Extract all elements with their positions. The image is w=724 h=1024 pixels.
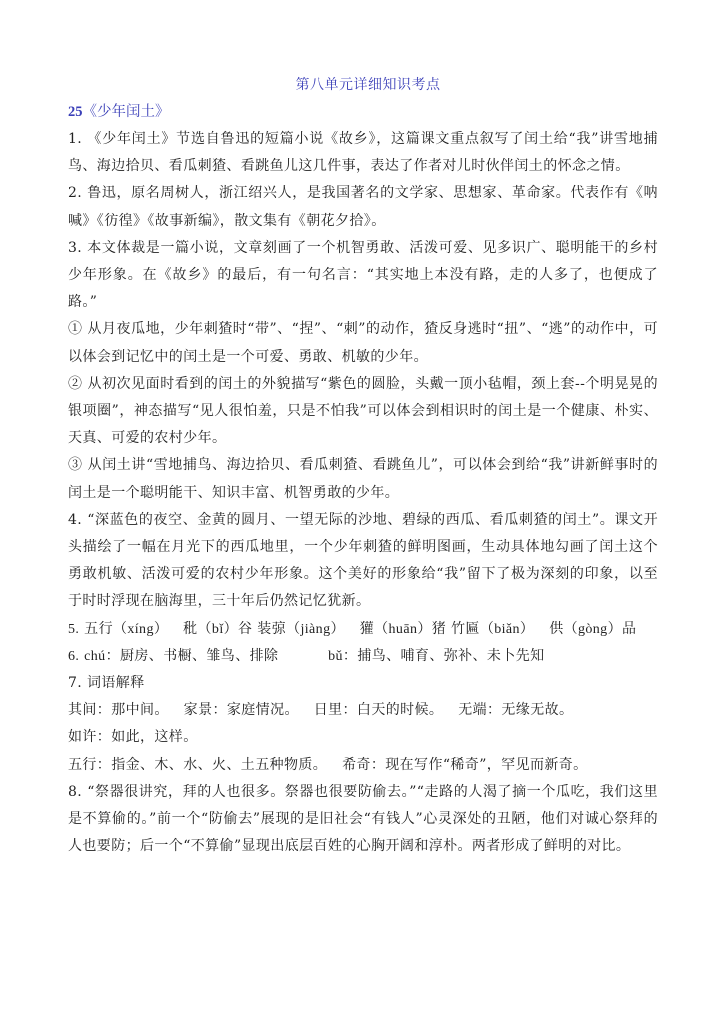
knowledge-item-2: 2. 鲁迅，原名周树人，浙江绍兴人，是我国著名的文学家、思想家、革命家。代表作有《呐喊》《彷徨》《故事新编》，散文集有《朝花夕拾》。: [68, 185, 658, 229]
item-number: 6.: [68, 648, 80, 664]
knowledge-item-7-heading: 7. 词语解释: [68, 675, 145, 692]
pinyin-word: 供（gòng）品: [549, 621, 637, 637]
knowledge-item-5-pronunciation: [68, 616, 658, 643]
knowledge-item-3-sub-3: ③ 从闰土讲“雪地捕鸟、海边拾贝、看瓜刺猹、看跳鱼儿”，可以体会到给“我”讲新鲜事时的闰土是一个聪明能干、知识丰富、机智勇敢的少年。: [68, 457, 658, 501]
knowledge-item-1: 1. 《少年闰土》节选自鲁迅的短篇小说《故乡》，这篇课文重点叙写了闰土给“我”讲雪地捕鸟、海边拾贝、看瓜刺猹、看跳鱼儿这几件事，表达了作者对儿时伙伴闰土的怀念之情。: [68, 131, 658, 175]
vocab-line: [68, 724, 658, 751]
pinyin-word: 竹匾（biǎn）: [451, 621, 535, 637]
homophone-sound: chú：: [84, 648, 120, 664]
homophone-sound: bǔ：: [328, 648, 358, 664]
vocab-definition: 如许：如此，这样。: [68, 729, 198, 746]
document-page: [68, 72, 658, 860]
pinyin-word: 秕（bǐ）谷: [183, 621, 253, 637]
lesson-name: 《少年闰土》: [82, 104, 170, 120]
vocab-definition: 日里：白天的时候。: [313, 702, 444, 719]
lesson-heading: [68, 98, 658, 126]
knowledge-item-3-sub-1: ① 从月夜瓜地，少年刺猹时“带”、“捏”、“刺”的动作，猹反身逃时“扭”、“逃”的动作中，可以体会到记忆中的闰土是一个可爱、勇敢、机敏的少年。: [68, 321, 658, 365]
homophone-words: 捕鸟、哺育、弥补、未卜先知: [357, 647, 545, 664]
vocab-definition: 无端：无缘无故。: [458, 702, 574, 719]
homophone-words: 厨房、书橱、雏鸟、排除: [120, 647, 279, 664]
knowledge-item-3-sub-2: ② 从初次见面时看到的闰土的外貌描写“紫色的圆脸，头戴一顶小毡帽，颈上套--个明晃晃的银项圈”，神态描写“见人很怕羞，只是不怕我”可以体会到相识时的闰土是一个健康、朴实、天真、可爱的农村少年。: [68, 375, 658, 447]
knowledge-item-6-homophones: [68, 643, 658, 670]
vocab-line: [68, 697, 658, 724]
vocab-definition: 家景：家庭情况。: [183, 702, 299, 719]
page-title: 第八单元详细知识考点: [295, 77, 441, 93]
knowledge-item-4: 4. “深蓝色的夜空、金黄的圆月、一望无际的沙地、碧绿的西瓜、看瓜刺猹的闰土”。课文开头描绘了一幅在月光下的西瓜地里，一个少年刺猹的鲜明图画，生动具体地勾画了闰土这个勇敢机敏、活泼可爱的农村少年形象。这个美好的形象给“我”留下了极为深刻的印象，以至于时时浮现在脑海里，三十年后仍然记忆犹新。: [68, 511, 658, 610]
vocab-definition: 希奇：现在写作“稀奇”，罕见而新奇。: [342, 756, 588, 773]
vocab-definition: 其间：那中间。: [68, 702, 169, 719]
pinyin-word: 獾（huān）猪: [359, 621, 447, 637]
pinyin-word: 装弶（jiàng）: [257, 621, 345, 637]
lesson-number: 25: [68, 104, 83, 120]
vocab-line: [68, 752, 658, 779]
knowledge-item-8: 8. “祭器很讲究，拜的人也很多。祭器也很要防偷去。”“走路的人渴了摘一个瓜吃，我们这里是不算偷的。”前一个“防偷去”展现的是旧社会“有钱人”心灵深处的丑陋，他们对诚心祭拜的人也要防；后一个“不算偷”显现出底层百姓的心胸开阔和淳朴。两者形成了鲜明的对比。: [68, 783, 658, 855]
pinyin-word: 五行（xíng）: [84, 621, 169, 637]
knowledge-item-3: 3. 本文体裁是一篇小说，文章刻画了一个机智勇敢、活泼可爱、见多识广、聪明能干的乡村少年形象。在《故乡》的最后，有一句名言：“其实地上本没有路，走的人多了，也便成了路。”: [68, 239, 658, 311]
item-number: 5.: [68, 621, 80, 637]
vocab-definition: 五行：指金、木、水、火、土五种物质。: [68, 756, 328, 773]
